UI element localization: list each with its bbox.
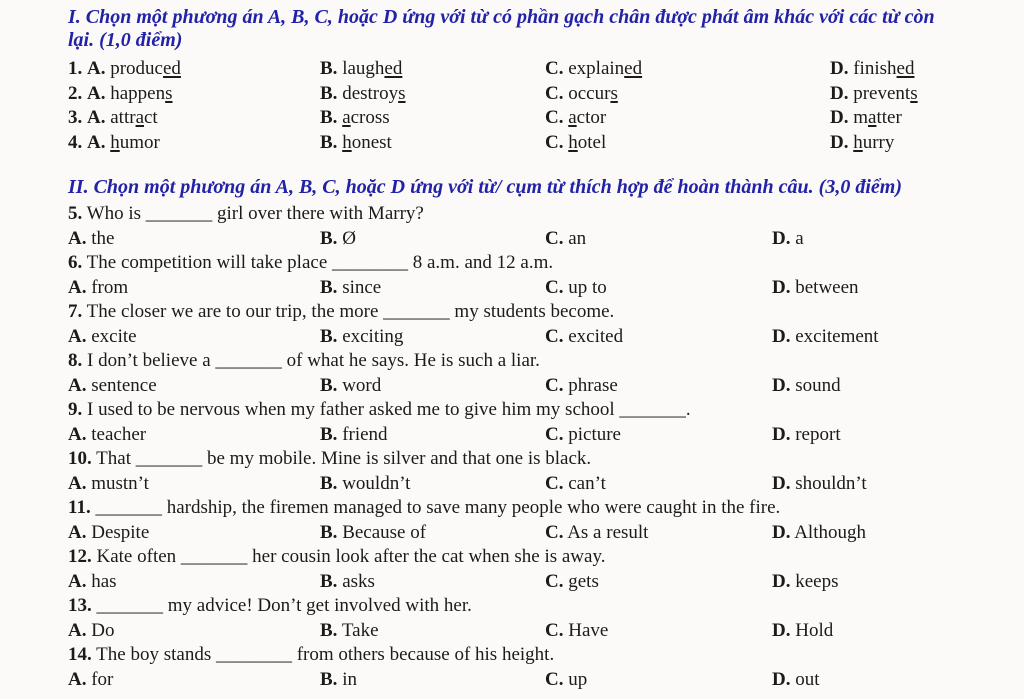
option-label: A. (87, 107, 106, 128)
option-label: A. (68, 668, 87, 690)
option-text: ct (144, 107, 158, 128)
option-text: exciting (342, 325, 404, 347)
underlined-letters: s (610, 82, 618, 104)
option-text: cross (350, 107, 390, 128)
option-text: wouldn’t (342, 472, 411, 494)
option (545, 227, 772, 252)
option-text: report (795, 423, 841, 445)
option-label: A. (87, 82, 106, 104)
option-label: B. (320, 521, 338, 543)
question-text: _______ hardship, the firemen managed to save many people who were caught in the fire. (95, 497, 781, 518)
option-label: A. (68, 472, 87, 494)
question-number: 6. (68, 252, 83, 273)
option-text: word (342, 374, 382, 396)
option-text: can’t (568, 472, 606, 494)
question-line (68, 594, 1024, 619)
option-label: A. (87, 58, 106, 79)
option (545, 619, 772, 644)
option (320, 472, 545, 497)
option (545, 131, 830, 156)
option-text: phrase (568, 374, 618, 396)
underlined-letters: h (110, 131, 120, 153)
option-label: B. (320, 276, 338, 298)
option-label: A. (68, 423, 87, 445)
option-label: C. (545, 619, 564, 641)
option-text: gets (568, 570, 599, 592)
option-label: A. (68, 619, 87, 641)
option-label: C. (545, 227, 564, 249)
option-label: D. (772, 521, 791, 543)
option-label: B. (320, 668, 338, 690)
question-text: Who is _______ girl over there with Marry? (86, 203, 424, 224)
underlined-letters: ed (384, 58, 403, 79)
option-label: D. (772, 619, 791, 641)
option (545, 570, 772, 595)
option (320, 619, 545, 644)
option-label: A. (68, 570, 87, 592)
option (68, 57, 320, 82)
option-label: A. (68, 325, 87, 347)
option (68, 82, 320, 107)
options-row (68, 276, 1024, 301)
option-text: shouldn’t (795, 472, 867, 494)
option-text: Despite (91, 521, 150, 543)
option-text: up (568, 668, 588, 690)
option-label: C. (545, 82, 564, 104)
option-text: laugh (342, 58, 385, 79)
option-label: D. (830, 58, 849, 79)
question-number: 10. (68, 448, 92, 469)
options-row (68, 472, 1024, 497)
option (68, 276, 320, 301)
underlined-letters: a (568, 107, 577, 128)
option (772, 570, 1024, 595)
options-row (68, 423, 1024, 448)
option (545, 106, 830, 131)
options-row (68, 227, 1024, 252)
option (772, 668, 1024, 693)
option-text: Do (91, 619, 115, 641)
question-text: I used to be nervous when my father asked me to give him my school _______. (87, 399, 691, 420)
option (68, 374, 320, 399)
option (772, 374, 1024, 399)
question-number: 3. (68, 107, 83, 128)
question-number: 9. (68, 399, 83, 420)
option-text: teacher (91, 423, 147, 445)
underlined-letters: s (910, 82, 918, 104)
option-label: C. (545, 374, 564, 396)
question-line (68, 202, 1024, 227)
option (772, 521, 1024, 546)
question-text: Kate often _______ her cousin look after the cat when she is away. (96, 546, 606, 567)
question-line (68, 349, 1024, 374)
underlined-letters: a (135, 107, 144, 128)
option (320, 325, 545, 350)
option-text: the (91, 227, 115, 249)
option-text: happen (110, 82, 166, 104)
option-text: out (795, 668, 820, 690)
option-label: B. (320, 570, 338, 592)
options-row (68, 570, 1024, 595)
option (545, 668, 772, 693)
option-label: A. (68, 276, 87, 298)
question-line (68, 447, 1024, 472)
option-text: Because of (342, 521, 427, 543)
option (68, 325, 320, 350)
option (772, 423, 1024, 448)
option (68, 227, 320, 252)
option-text: Take (341, 619, 379, 641)
option (320, 106, 545, 131)
option-label: C. (545, 107, 564, 128)
option-text: excitement (795, 325, 879, 347)
option (68, 619, 320, 644)
option (830, 57, 1024, 82)
underlined-letters: h (853, 131, 863, 153)
option-text: in (342, 668, 357, 690)
option (68, 668, 320, 693)
question-number: 2. (68, 82, 83, 104)
option-label: B. (320, 107, 338, 128)
option-label: C. (545, 276, 564, 298)
question-number: 5. (68, 203, 83, 224)
question-text: The boy stands ________ from others because of his height. (96, 644, 555, 665)
option-text: a (795, 227, 804, 249)
question-line (68, 643, 1024, 668)
underlined-letters: ed (163, 58, 181, 79)
option (68, 131, 320, 156)
option (545, 521, 772, 546)
option-label: A. (68, 521, 87, 543)
question-line (68, 398, 1024, 423)
underlined-letters: a (868, 107, 877, 128)
option-text: asks (342, 570, 375, 592)
question-text: That _______ be my mobile. Mine is silver and that one is black. (96, 448, 592, 469)
section2-heading: II. Chọn một phương án A, B, C, hoặc D ứng với từ/ cụm từ thích hợp để hoàn thành câu. (3,0 điểm) (68, 176, 902, 198)
option-text: urry (862, 131, 895, 153)
option-text: As a result (567, 521, 649, 543)
question-number: 1. (68, 58, 83, 79)
question-row (68, 131, 1024, 156)
question-text: The competition will take place ________ 8 a.m. and 12 a.m. (86, 252, 554, 273)
option (545, 82, 830, 107)
option-label: C. (545, 131, 564, 153)
option-label: C. (545, 521, 564, 543)
option-text: Although (794, 521, 866, 543)
option-text: ctor (576, 107, 607, 128)
option-label: B. (320, 374, 338, 396)
underlined-letters: ed (896, 58, 915, 79)
option-text: produc (110, 58, 163, 79)
option (545, 472, 772, 497)
underlined-letters: h (568, 131, 578, 153)
underlined-letters: ed (624, 58, 643, 79)
option-text: excited (568, 325, 624, 347)
option-label: D. (772, 374, 791, 396)
option-text: between (795, 276, 859, 298)
option (320, 131, 545, 156)
option-text: picture (568, 423, 621, 445)
option-label: D. (772, 276, 791, 298)
underlined-letters: s (398, 82, 406, 104)
option (545, 374, 772, 399)
option (772, 227, 1024, 252)
option (320, 668, 545, 693)
option-text: prevent (853, 82, 911, 104)
option-text: m (853, 107, 869, 128)
option-text: from (91, 276, 129, 298)
option (68, 472, 320, 497)
option-label: D. (772, 227, 791, 249)
option-label: A. (68, 227, 87, 249)
option (830, 106, 1024, 131)
option-label: C. (545, 668, 564, 690)
option-label: C. (545, 58, 564, 79)
option-text: otel (577, 131, 607, 153)
option-text: since (342, 276, 382, 298)
option-label: D. (772, 668, 791, 690)
option-text: Hold (795, 619, 834, 641)
section1-heading: I. Chọn một phương án A, B, C, hoặc D ứng với từ có phần gạch chân được phát âm khác với các từ còn lại. (1,0 điểm) (68, 6, 935, 51)
section1-questions (68, 57, 1024, 155)
option (320, 423, 545, 448)
option-label: B. (320, 619, 338, 641)
option-text: finish (853, 58, 897, 79)
question-row (68, 82, 1024, 107)
options-row (68, 619, 1024, 644)
question-number: 11. (68, 497, 91, 518)
option (772, 472, 1024, 497)
option-text: for (91, 668, 114, 690)
option-text: keeps (795, 570, 839, 592)
option-text: tter (876, 107, 902, 128)
option (320, 374, 545, 399)
question-number: 12. (68, 546, 92, 567)
options-row (68, 521, 1024, 546)
option (320, 57, 545, 82)
underlined-letters: a (342, 107, 351, 128)
option-label: D. (772, 570, 791, 592)
option-text: has (91, 570, 117, 592)
question-text: I don’t believe a _______ of what he says. He is such a liar. (87, 350, 540, 371)
option-label: D. (772, 325, 791, 347)
option-text: occur (568, 82, 611, 104)
option-label: D. (772, 423, 791, 445)
question-line (68, 496, 1024, 521)
option (772, 619, 1024, 644)
option-label: B. (320, 227, 338, 249)
question-number: 14. (68, 644, 92, 665)
option (772, 325, 1024, 350)
underlined-letters: s (165, 82, 173, 104)
option-text: explain (568, 58, 625, 79)
option-label: A. (87, 131, 106, 153)
option-text: attr (110, 107, 136, 128)
option (545, 276, 772, 301)
option-label: D. (830, 131, 849, 153)
question-line (68, 545, 1024, 570)
option-label: D. (772, 472, 791, 494)
option-label: B. (320, 131, 338, 153)
question-text: _______ my advice! Don’t get involved with her. (96, 595, 472, 616)
question-text: The closer we are to our trip, the more _______ my students become. (86, 301, 615, 322)
option (545, 423, 772, 448)
section2-questions (68, 202, 1024, 692)
question-number: 7. (68, 301, 83, 322)
option-text: mustn’t (91, 472, 149, 494)
option-text: friend (342, 423, 388, 445)
option (545, 57, 830, 82)
question-row (68, 57, 1024, 82)
option-text: sound (795, 374, 841, 396)
option (320, 521, 545, 546)
question-line (68, 300, 1024, 325)
option-label: B. (320, 423, 338, 445)
option-label: B. (320, 325, 338, 347)
options-row (68, 374, 1024, 399)
option (68, 106, 320, 131)
option-text: sentence (91, 374, 157, 396)
options-row (68, 668, 1024, 693)
question-row (68, 106, 1024, 131)
option (830, 131, 1024, 156)
option (68, 570, 320, 595)
option (320, 276, 545, 301)
option-label: B. (320, 82, 338, 104)
underlined-letters: h (342, 131, 352, 153)
option-label: D. (830, 107, 849, 128)
option (68, 423, 320, 448)
option-text: Ø (342, 227, 356, 249)
option (320, 227, 545, 252)
option (830, 82, 1024, 107)
option-label: D. (830, 82, 849, 104)
option-text: excite (91, 325, 137, 347)
option (772, 276, 1024, 301)
option (68, 521, 320, 546)
option (320, 82, 545, 107)
option-label: A. (68, 374, 87, 396)
option-text: destroy (342, 82, 399, 104)
option-label: B. (320, 472, 338, 494)
option-text: Have (568, 619, 609, 641)
options-row (68, 325, 1024, 350)
option-label: B. (320, 58, 338, 79)
option-text: umor (119, 131, 160, 153)
option-label: C. (545, 423, 564, 445)
option-text: onest (351, 131, 392, 153)
option-label: C. (545, 325, 564, 347)
option (545, 325, 772, 350)
question-number: 8. (68, 350, 83, 371)
option-label: C. (545, 472, 564, 494)
option-label: C. (545, 570, 564, 592)
question-line (68, 251, 1024, 276)
question-number: 13. (68, 595, 92, 616)
option-text: up to (568, 276, 607, 298)
option-text: an (568, 227, 587, 249)
question-number: 4. (68, 131, 83, 153)
option (320, 570, 545, 595)
